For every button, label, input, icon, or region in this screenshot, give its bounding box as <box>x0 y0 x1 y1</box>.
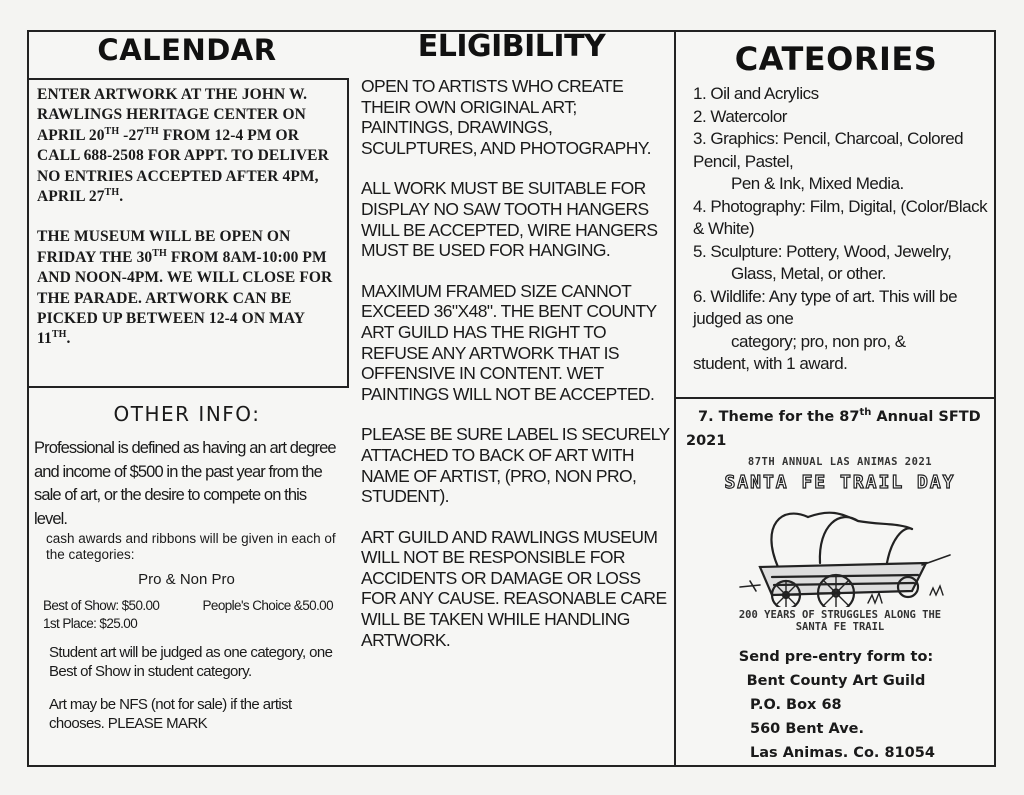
theme-text: 7. Theme for the 87th Annual SFTD 2021 <box>686 407 981 449</box>
theme-line <box>686 405 986 453</box>
eligibility-paragraph-4: PLEASE BE SURE LABEL IS SECURELY ATTACHED TO BACK OF ART WITH NAME OF ARTIST, (PRO, NON PRO, STUDENT). <box>361 424 670 507</box>
send-to-block <box>676 645 996 765</box>
student-note: Student art will be judged as one category, one Best of Show in student category. <box>49 644 333 680</box>
calendar-text <box>37 85 339 350</box>
other-info-heading: OTHER INFO: <box>113 402 261 426</box>
logo-top-text: 87TH ANNUAL LAS ANIMAS 2021 <box>747 456 933 468</box>
logo-bottom-line-2: SANTA FE TRAIL <box>795 621 885 633</box>
category-5-cont: Glass, Metal, or other. <box>731 264 886 283</box>
send-street: 560 Bent Ave. <box>750 721 865 737</box>
logo-bottom-line-1: 200 YEARS OF STRUGGLES ALONG THE <box>738 609 942 621</box>
professional-definition: Professional is defined as having an art degree and income of $500 in the past year from the sale of art, or the desire to compete on this level. <box>34 439 336 528</box>
peoples-choice-prize: People's Choice &50.00 <box>202 598 333 613</box>
logo-title: SANTA FE TRAIL DAY <box>724 472 956 493</box>
category-1: 1. Oil and Acrylics <box>693 84 819 103</box>
category-3: 3. Graphics: Pencil, Charcoal, Colored Pencil, Pastel, <box>693 129 964 171</box>
send-org: Bent County Art Guild <box>746 673 926 689</box>
category-5: 5. Sculpture: Pottery, Wood, Jewelry, <box>693 241 952 261</box>
divider-left <box>347 78 349 388</box>
calendar-box-bottom <box>27 386 349 388</box>
nfs-note: Art may be NFS (not for sale) if the artist chooses. PLEASE MARK <box>49 696 292 732</box>
categories-list <box>693 83 988 376</box>
eligibility-paragraph-1: OPEN TO ARTISTS WHO CREATE THEIR OWN ORIGINAL ART; PAINTINGS, DRAWINGS, SCULPTURES, AND PHOTOGRAPHY. <box>361 76 651 158</box>
send-box: P.O. Box 68 <box>750 697 842 713</box>
calendar-box-top <box>27 78 349 80</box>
other-info-text <box>34 437 339 733</box>
category-6: 6. Wildlife: Any type of art. This will be judged as one <box>693 286 958 328</box>
eligibility-heading: ELIGIBILITY <box>417 29 606 64</box>
send-label: Send pre-entry form to: <box>738 649 934 665</box>
eligibility-paragraph-3: MAXIMUM FRAMED SIZE CANNOT EXCEED 36"X48". THE BENT COUNTY ART GUILD HAS THE RIGHT TO REFUSE ANY ARTWORK THAT IS OFFENSIVE IN CONTENT. WET PAINTINGS WILL NOT BE ACCEPTED. <box>361 280 657 404</box>
calendar-paragraph-2: THE MUSEUM WILL BE OPEN ON FRIDAY THE 30TH FROM 8AM-10:00 PM AND NOON-4PM. WE WILL CLOSE FOR THE PARADE. ARTWORK CAN BE PICKED UP BETWEEN 12-4 ON MAY 11TH. <box>37 228 333 348</box>
category-2: 2. Watercolor <box>693 106 787 126</box>
pro-non-pro: Pro & Non Pro <box>138 571 235 588</box>
categories-box-bottom <box>674 397 996 399</box>
categories-heading: CATEORIES <box>734 40 938 78</box>
eligibility-paragraph-5: ART GUILD AND RAWLINGS MUSEUM WILL NOT BE RESPONSIBLE FOR ACCIDENTS OR DAMAGE OR LOSS FOR ANY CAUSE. REASONABLE CARE WILL BE TAKEN WHILE HANDLING ARTWORK. <box>361 526 667 650</box>
prize-row <box>43 597 333 615</box>
wagon-cover-front <box>771 514 808 567</box>
category-6-cont: category; pro, non pro, & <box>731 331 906 351</box>
category-4: 4. Photography: Film, Digital, (Color/Black & White) <box>693 196 988 238</box>
awards-note: cash awards and ribbons will be given in each of the categories: <box>46 531 336 562</box>
category-3-cont: Pen & Ink, Mixed Media. <box>731 174 904 193</box>
calendar-heading: CALENDAR <box>97 33 277 67</box>
eligibility-paragraph-2: ALL WORK MUST BE SUITABLE FOR DISPLAY NO SAW TOOTH HANGERS WILL BE ACCEPTED, WIRE HANGERS MUST BE USED FOR HANGING. <box>361 178 658 261</box>
wagon-cover-middle <box>820 517 858 563</box>
wagon-cover-rim <box>808 513 912 529</box>
best-of-show-prize: Best of Show: $50.00 <box>43 598 160 613</box>
eligibility-text <box>361 76 671 650</box>
category-6-cont2: student, with 1 award. <box>693 354 848 373</box>
first-place-prize: 1st Place: $25.00 <box>43 616 138 631</box>
send-city: Las Animas. Co. 81054 <box>750 745 935 761</box>
calendar-paragraph-1: ENTER ARTWORK AT THE JOHN W. RAWLINGS HERITAGE CENTER ON APRIL 20TH -27TH FROM 12-4 PM OR CALL 688-2508 FOR APPT. TO DELIVER NO ENTRIES ACCEPTED AFTER 4PM, APRIL 27TH. <box>37 86 329 206</box>
sftd-logo <box>690 456 990 640</box>
covered-wagon-illustration <box>690 495 990 607</box>
